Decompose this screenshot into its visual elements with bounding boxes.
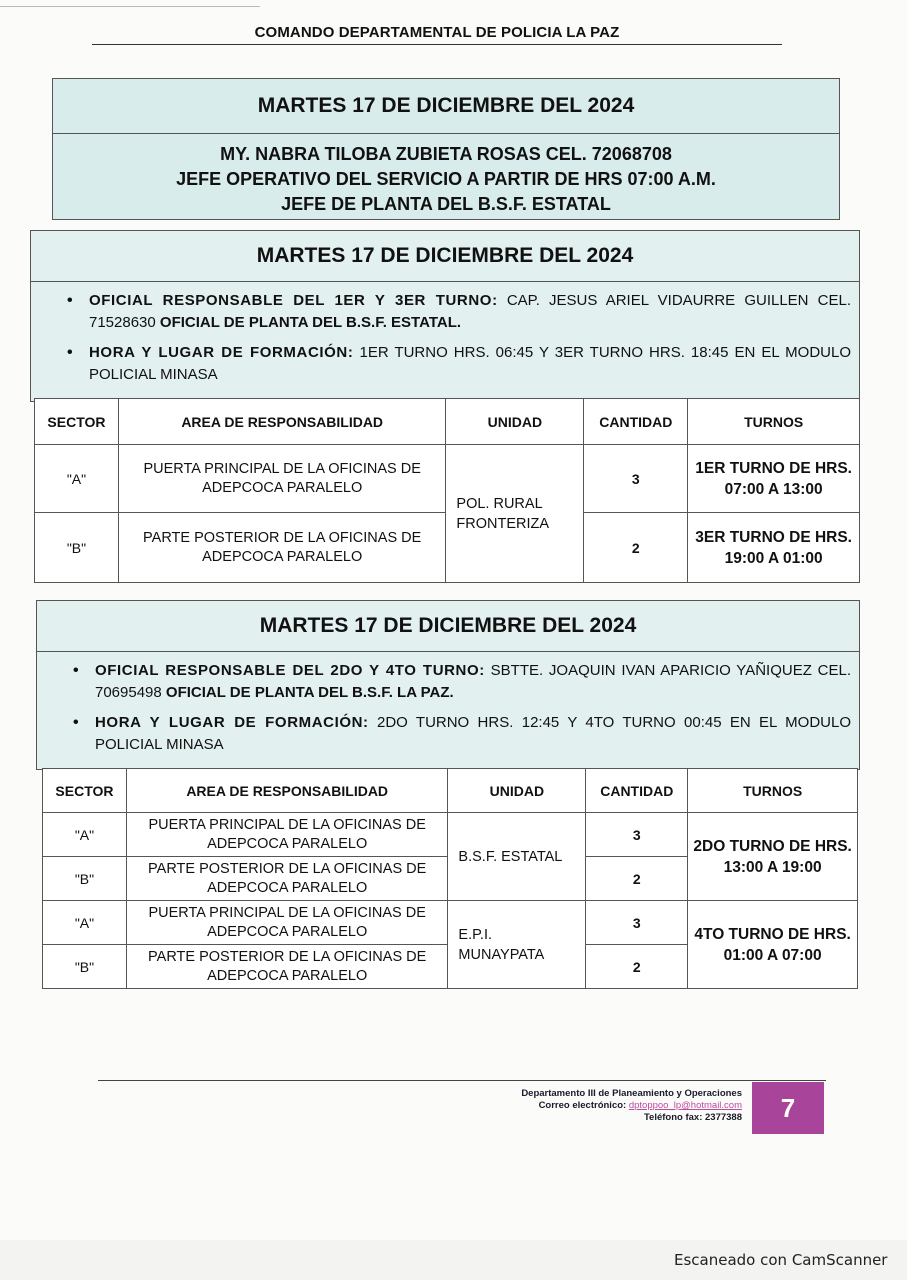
header-area: AREA DE RESPONSABILIDAD (118, 399, 445, 445)
chief-info-box (52, 78, 840, 220)
table-header-row (35, 399, 860, 445)
section3-formation-bullet: • HORA Y LUGAR DE FORMACIÓN: 2DO TURNO HRS. 12:45 Y 4TO TURNO 00:45 EN EL MODULO POLICIAL MINASA (73, 714, 852, 753)
footer-divider (98, 1080, 826, 1081)
cantidad-cell: 2 (586, 945, 688, 989)
table-row (43, 901, 858, 945)
sector-cell: "A" (43, 813, 127, 857)
section2-bullets (31, 282, 859, 386)
header-cantidad: CANTIDAD (584, 399, 688, 445)
section2-box (30, 230, 860, 402)
area-cell: PUERTA PRINCIPAL DE LA OFICINAS DE ADEPCOCA PARALELO (126, 813, 447, 857)
chief-info-lines (53, 134, 839, 217)
table-row (35, 445, 860, 513)
cantidad-cell: 2 (586, 857, 688, 901)
header-divider (92, 44, 782, 45)
unidad-cell: E.P.I. MUNAYPATA (448, 901, 586, 989)
section2-formation-bullet: • HORA Y LUGAR DE FORMACIÓN: 1ER TURNO HRS. 06:45 Y 3ER TURNO HRS. 18:45 EN EL MODULO POLICIAL MINASA (67, 344, 851, 383)
scanner-watermark: Escaneado con CamScanner (674, 1251, 888, 1269)
table-row (43, 813, 858, 857)
sector-cell: "B" (43, 857, 127, 901)
header-cantidad: CANTIDAD (586, 769, 688, 813)
footer-department: Departamento III de Planeamiento y Operaciones (521, 1088, 742, 1099)
page-number-badge: 7 (752, 1082, 824, 1134)
turno-cell: 3ER TURNO DE HRS. 19:00 A 01:00 (688, 513, 860, 583)
bullet-icon: • (67, 292, 73, 309)
header-area: AREA DE RESPONSABILIDAD (126, 769, 447, 813)
chief-name-line: MY. NABRA TILOBA ZUBIETA ROSAS CEL. 72068708 (220, 144, 672, 164)
area-cell: PUERTA PRINCIPAL DE LA OFICINAS DE ADEPCOCA PARALELO (126, 901, 447, 945)
turno-cell: 2DO TURNO DE HRS. 13:00 A 19:00 (688, 813, 858, 901)
page-header-title: COMANDO DEPARTAMENTAL DE POLICIA LA PAZ (254, 24, 620, 41)
cantidad-cell: 3 (584, 445, 688, 513)
unidad-cell: POL. RURAL FRONTERIZA (446, 445, 584, 583)
section1-date: MARTES 17 DE DICIEMBRE DEL 2024 (53, 79, 839, 134)
header-turnos: TURNOS (688, 399, 860, 445)
area-cell: PARTE POSTERIOR DE LA OFICINAS DE ADEPCOCA PARALELO (126, 945, 447, 989)
section3-officer-bullet: • OFICIAL RESPONSABLE DEL 2DO Y 4TO TURNO: SBTTE. JOAQUIN IVAN APARICIO YAÑIQUEZ CEL. 70695498 OFICIAL DE PLANTA DEL B.S.F. LA PAZ. (73, 662, 852, 701)
section3-box (36, 600, 860, 770)
footer-phone: Teléfono fax: 2377388 (643, 1112, 742, 1123)
turno-cell: 1ER TURNO DE HRS. 07:00 A 13:00 (688, 445, 860, 513)
sector-cell: "B" (35, 513, 119, 583)
sector-cell: "A" (43, 901, 127, 945)
cantidad-cell: 3 (586, 901, 688, 945)
bullet-icon: • (73, 714, 79, 731)
section2-officer-bullet: • OFICIAL RESPONSABLE DEL 1ER Y 3ER TURNO: CAP. JESUS ARIEL VIDAURRE GUILLEN CEL. 71528630 OFICIAL DE PLANTA DEL B.S.F. ESTATAL. (67, 292, 852, 331)
area-cell: PARTE POSTERIOR DE LA OFICINAS DE ADEPCOCA PARALELO (118, 513, 445, 583)
header-sector: SECTOR (43, 769, 127, 813)
area-cell: PUERTA PRINCIPAL DE LA OFICINAS DE ADEPCOCA PARALELO (118, 445, 445, 513)
sector-cell: "A" (35, 445, 119, 513)
footer-contact (440, 1088, 742, 1124)
section2-date: MARTES 17 DE DICIEMBRE DEL 2024 (31, 231, 859, 282)
header-unidad: UNIDAD (448, 769, 586, 813)
top-edge-line (0, 6, 260, 7)
bullet-icon: • (67, 344, 73, 361)
turno-cell: 4TO TURNO DE HRS. 01:00 A 07:00 (688, 901, 858, 989)
section3-bullets (37, 652, 859, 756)
chief-role-line: JEFE OPERATIVO DEL SERVICIO A PARTIR DE HRS 07:00 A.M. (176, 169, 716, 189)
bullet-icon: • (73, 662, 79, 679)
area-cell: PARTE POSTERIOR DE LA OFICINAS DE ADEPCOCA PARALELO (126, 857, 447, 901)
unidad-cell: B.S.F. ESTATAL (448, 813, 586, 901)
sector-cell: "B" (43, 945, 127, 989)
cantidad-cell: 2 (584, 513, 688, 583)
cantidad-cell: 3 (586, 813, 688, 857)
chief-unit-line: JEFE DE PLANTA DEL B.S.F. ESTATAL (281, 194, 611, 214)
section2-table (34, 398, 860, 583)
section3-date: MARTES 17 DE DICIEMBRE DEL 2024 (37, 601, 859, 652)
header-sector: SECTOR (35, 399, 119, 445)
section3-table (42, 768, 858, 989)
table-header-row (43, 769, 858, 813)
header-unidad: UNIDAD (446, 399, 584, 445)
footer-email-link[interactable]: dptoppoo_lp@hotmail.com (628, 1100, 742, 1111)
footer-email-line: Correo electrónico: dptoppoo_lp@hotmail.com (538, 1100, 742, 1111)
header-turnos: TURNOS (688, 769, 858, 813)
